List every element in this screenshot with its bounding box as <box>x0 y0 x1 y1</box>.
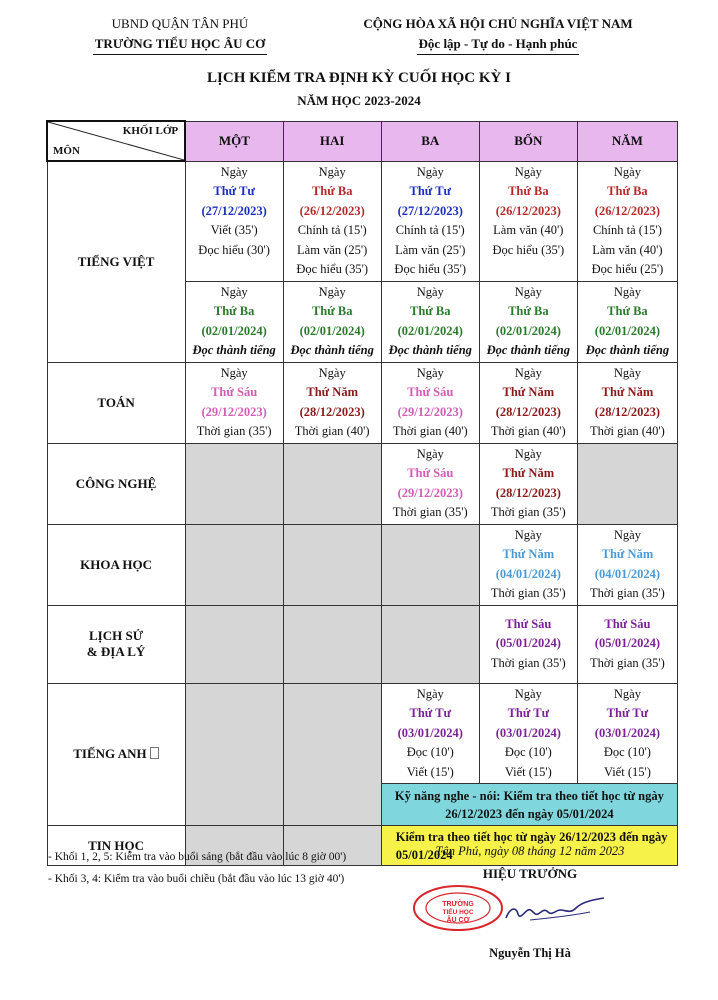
grade-header: BỐN <box>479 121 577 161</box>
subject-toan: TOÁN <box>47 362 185 443</box>
empty-cell <box>283 524 381 605</box>
corner-cell <box>47 121 185 161</box>
republic-name: CỘNG HÒA XÃ HỘI CHỦ NGHĨA VIỆT NAM <box>363 16 633 31</box>
subject-tieng-viet: TIẾNG VIỆT <box>47 161 185 362</box>
subject-cong-nghe: CÔNG NGHỆ <box>47 443 185 524</box>
toan-cell-grade-1: Ngày Thứ Sáu (29/12/2023) Thời gian (35') <box>185 362 283 443</box>
corner-subject-label: MÔN <box>53 145 80 157</box>
tv1-cell-grade-5: Ngày Thứ Ba (26/12/2023) Chính tả (15') Làm văn (40') Đọc hiểu (25') <box>577 161 677 281</box>
khoa-hoc-cell-grade-5: Ngày Thứ Năm (04/01/2024) Thời gian (35') <box>577 524 677 605</box>
corner-grade-label: KHỐI LỚP <box>122 125 179 137</box>
empty-cell <box>283 443 381 524</box>
empty-cell <box>283 605 381 683</box>
signer-name: Nguyễn Thị Hà <box>489 946 571 960</box>
tieng-viet-row-1 <box>47 161 678 281</box>
svg-text:TRƯỜNG: TRƯỜNG <box>442 901 474 908</box>
tieng-anh-cell-grade-4: Ngày Thứ Tư (03/01/2024) Đọc (10') Viết (15') <box>479 683 577 784</box>
tv1-cell-grade-3: Ngày Thứ Tư (27/12/2023) Chính tả (15') Làm văn (25') Đọc hiểu (35') <box>381 161 479 281</box>
toan-cell-grade-3: Ngày Thứ Sáu (29/12/2023) Thời gian (40') <box>381 362 479 443</box>
tv2-cell-grade-1: Ngày Thứ Ba (02/01/2024) Đọc thành tiếng <box>185 281 283 362</box>
toan-row <box>47 362 678 443</box>
svg-text:ÂU CƠ: ÂU CƠ <box>446 917 470 924</box>
empty-cell <box>185 605 283 683</box>
header-left <box>70 14 290 55</box>
subject-tin-hoc: TIN HỌC <box>47 826 185 866</box>
notes <box>48 846 346 890</box>
exam-schedule-table <box>46 120 678 866</box>
empty-cell <box>185 524 283 605</box>
principal-title: HIỆU TRƯỞNG <box>482 866 578 881</box>
toan-cell-grade-5: Ngày Thứ Năm (28/12/2023) Thời gian (40') <box>577 362 677 443</box>
grade-header: BA <box>381 121 479 161</box>
tv2-cell-grade-4: Ngày Thứ Ba (02/01/2024) Đọc thành tiếng <box>479 281 577 362</box>
tin-hoc-note: Kiểm tra theo tiết học từ ngày 26/12/2023 đến ngày 05/01/2024 <box>381 826 677 866</box>
motto: Độc lập - Tự do - Hạnh phúc <box>417 34 580 55</box>
empty-cell <box>283 683 381 826</box>
empty-cell <box>577 443 677 524</box>
tv2-cell-grade-2: Ngày Thứ Ba (02/01/2024) Đọc thành tiếng <box>283 281 381 362</box>
tieng-anh-row-1 <box>47 683 678 784</box>
note-morning: - Khối 1, 2, 5: Kiểm tra vào buổi sáng (bắt đầu vào lúc 8 giờ 00') <box>48 851 347 863</box>
cong-nghe-cell-grade-3: Ngày Thứ Sáu (29/12/2023) Thời gian (35') <box>381 443 479 524</box>
tv2-cell-grade-5: Ngày Thứ Ba (02/01/2024) Đọc thành tiếng <box>577 281 677 362</box>
tv2-cell-grade-3: Ngày Thứ Ba (02/01/2024) Đọc thành tiếng <box>381 281 479 362</box>
lich-su-row <box>47 605 678 683</box>
empty-cell <box>185 443 283 524</box>
toan-cell-grade-2: Ngày Thứ Năm (28/12/2023) Thời gian (40') <box>283 362 381 443</box>
school-stamp <box>412 884 504 932</box>
subject-lich-su-dia-ly: LỊCH SỬ & ĐỊA LÝ <box>47 605 185 683</box>
toan-cell-grade-4: Ngày Thứ Năm (28/12/2023) Thời gian (40') <box>479 362 577 443</box>
grade-header-row <box>47 121 678 161</box>
empty-cell <box>185 683 283 826</box>
cong-nghe-row <box>47 443 678 524</box>
subject-tieng-anh: TIẾNG ANH <box>47 683 185 826</box>
tv1-cell-grade-4: Ngày Thứ Ba (26/12/2023) Làm văn (40') Đọc hiểu (35') <box>479 161 577 281</box>
lich-su-cell-grade-5: Thứ Sáu (05/01/2024) Thời gian (35') <box>577 605 677 683</box>
placeholder-box-icon <box>150 747 159 759</box>
grade-header: HAI <box>283 121 381 161</box>
lich-su-cell-grade-4: Thứ Sáu (05/01/2024) Thời gian (35') <box>479 605 577 683</box>
tv1-cell-grade-1: Ngày Thứ Tư (27/12/2023) Viết (35') Đọc hiểu (30') <box>185 161 283 281</box>
cong-nghe-cell-grade-4: Ngày Thứ Năm (28/12/2023) Thời gian (35') <box>479 443 577 524</box>
principal-signature <box>500 890 610 930</box>
district-name: UBND QUẬN TÂN PHÚ <box>111 16 249 31</box>
school-name: TRƯỜNG TIỂU HỌC ÂU CƠ <box>93 34 267 55</box>
page-title: LỊCH KIỂM TRA ĐỊNH KỲ CUỐI HỌC KỲ I <box>207 70 511 86</box>
empty-cell <box>381 605 479 683</box>
tv1-cell-grade-2: Ngày Thứ Ba (26/12/2023) Chính tả (15') Làm văn (25') Đọc hiểu (35') <box>283 161 381 281</box>
grade-header: MỘT <box>185 121 283 161</box>
tieng-anh-cell-grade-5: Ngày Thứ Tư (03/01/2024) Đọc (10') Viết (15') <box>577 683 677 784</box>
note-afternoon: - Khối 3, 4: Kiểm tra vào buổi chiều (bắt đầu vào lúc 13 giờ 40') <box>48 873 345 885</box>
page-subtitle: NĂM HỌC 2023-2024 <box>297 93 421 108</box>
empty-cell <box>381 524 479 605</box>
svg-text:TIỂU HỌC: TIỂU HỌC <box>442 909 474 916</box>
khoa-hoc-row <box>47 524 678 605</box>
subject-khoa-hoc: KHOA HỌC <box>47 524 185 605</box>
grade-header: NĂM <box>577 121 677 161</box>
header-right <box>318 14 678 55</box>
khoa-hoc-cell-grade-4: Ngày Thứ Năm (04/01/2024) Thời gian (35') <box>479 524 577 605</box>
tieng-anh-cell-grade-3: Ngày Thứ Tư (03/01/2024) Đọc (10') Viết (15') <box>381 683 479 784</box>
place-date: Tân Phú, ngày 08 tháng 12 năm 2023 <box>435 844 625 858</box>
listening-speaking-note: Kỹ năng nghe - nói: Kiểm tra theo tiết học từ ngày 26/12/2023 đến ngày 05/01/2024 <box>381 784 677 826</box>
